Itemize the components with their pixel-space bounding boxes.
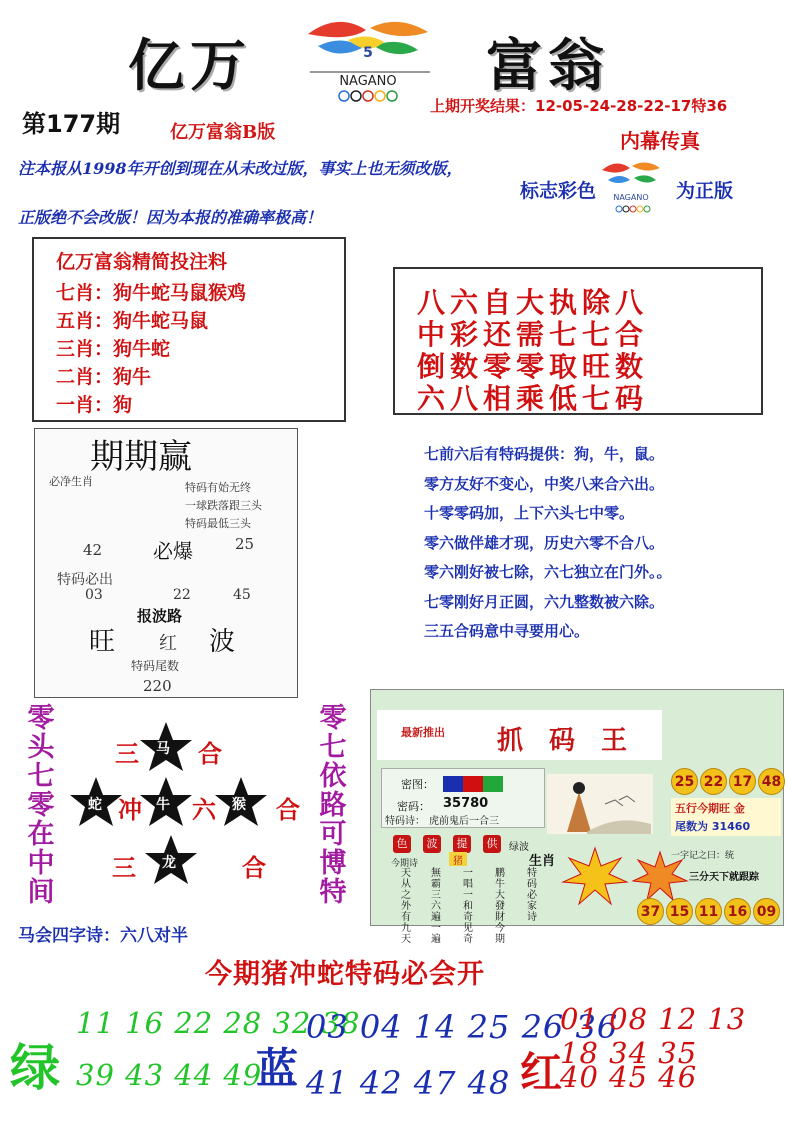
riddle-line: 八六自大执除八 — [417, 286, 649, 319]
poem-label: 今期诗 — [391, 859, 419, 869]
scan-right-num: 25 — [235, 535, 255, 553]
scan-hong: 红 — [159, 633, 177, 654]
scan-sub1: 必净生肖 — [49, 475, 93, 488]
ball-top: 25 — [671, 768, 698, 795]
riddle-line: 中彩还需七七合 — [417, 318, 649, 351]
right-vertical-text: 零 七 依 路 可 博 特 — [319, 703, 347, 908]
mini-flag-icon — [443, 774, 503, 794]
tag: 波 — [423, 835, 441, 853]
red-label: 红 — [520, 1048, 563, 1097]
logo-text: NAGANO — [339, 74, 397, 89]
tag: 色 — [393, 835, 411, 853]
scan-code-label: 特码必出 — [57, 572, 113, 588]
headline: 今期猪冲蛇特码必会开 — [205, 959, 485, 990]
scan-sub3: 一球跌落跟三头 — [185, 499, 262, 512]
ball-bottom: 16 — [724, 898, 751, 925]
ball-top: 22 — [700, 768, 727, 795]
scan-sub2: 特码有始无终 — [185, 481, 251, 494]
scan-num-1: 03 — [85, 587, 103, 603]
poem-line: 十零零码加，上下六头七中零。 — [424, 504, 635, 522]
poem-line: 零六做伴雄才现，历史六零不合八。 — [424, 533, 665, 552]
title-right: 富翁 — [486, 33, 610, 99]
blue-label: 蓝 — [256, 1044, 299, 1093]
issue-number: 第177期 — [22, 110, 121, 138]
riddle-box — [393, 267, 763, 415]
logo-label-right: 为正版 — [676, 180, 734, 202]
poem-col: 特码必家诗 — [527, 868, 537, 923]
poem-line: 七前六后有特码提供：狗，牛，鼠。 — [424, 445, 665, 463]
notice-line-2: 正版绝不会改版！因为本报的准确率极高！ — [18, 208, 323, 227]
burst-icon — [563, 848, 627, 904]
poem-line: 零六刚好被七除，六七独立在门外。。 — [424, 563, 672, 581]
code-label: 密码： — [397, 800, 430, 813]
svg-text:5: 5 — [363, 45, 373, 61]
tag: 供 — [483, 835, 501, 853]
scan-title: 期期赢 — [90, 437, 192, 477]
scan-sub4: 特码最低三头 — [185, 517, 251, 530]
ball-bottom: 09 — [753, 898, 780, 925]
poem-line: 三五合码意中寻要用心。 — [424, 622, 590, 640]
poem-block — [424, 443, 672, 650]
scan-num-3: 45 — [233, 587, 251, 603]
scanned-handwritten-card — [34, 428, 298, 698]
note-text-2: 三分天下就跟踪 — [689, 872, 759, 883]
scan-wave-label: 报波路 — [137, 607, 183, 625]
tema-label: 特码诗： — [385, 816, 425, 827]
scenery-image — [547, 774, 653, 834]
ball-bottom: 15 — [666, 898, 693, 925]
green-row-1: 11 16 22 28 32 38 — [76, 1006, 361, 1040]
zodiac-row: 五肖：狗牛蛇马鼠 — [56, 310, 209, 332]
grid-san-1: 三 — [115, 739, 139, 768]
svg-text:NAGANO: NAGANO — [613, 193, 649, 202]
zodiac-row: 三肖：狗牛蛇 — [56, 338, 171, 360]
poem-col: 鹏牛大發財今期 — [495, 868, 505, 945]
zodiac-row: 七肖：狗牛蛇马鼠猴鸡 — [56, 282, 247, 304]
small-logo — [596, 156, 666, 216]
left-vertical-text: 零 头 七 零 在 中 间 — [27, 703, 55, 908]
green-label: 绿 — [10, 1038, 60, 1097]
scan-tail-num: 220 — [143, 677, 172, 695]
poem-col: 天从之外有九天 — [401, 868, 411, 945]
ball-top: 17 — [729, 768, 756, 795]
nagano-logo — [288, 12, 448, 104]
zodiac-label: 生肖 — [529, 854, 556, 869]
scan-num-2: 22 — [173, 587, 191, 603]
poem-col: 一唱一和奇见奇 — [463, 868, 473, 945]
mahui-poem: 马会四字诗：六八对半 — [18, 926, 188, 946]
mimao-label: 密图： — [401, 778, 434, 791]
blue-row-1: 03 04 14 25 26 36 — [306, 1008, 619, 1046]
title-left: 亿万 — [128, 33, 252, 99]
grid-ma: 马 — [156, 741, 170, 757]
red-row-2: 40 45 46 — [560, 1060, 698, 1094]
ball-bottom: 37 — [637, 898, 664, 925]
grid-he-1: 合 — [198, 739, 222, 768]
riddle-line: 倒数零零取旺数 — [417, 350, 649, 383]
tema-value: 虎前鬼后一合三 — [429, 816, 499, 827]
grid-liu: 六 — [192, 795, 216, 824]
ball-top: 48 — [758, 768, 785, 795]
note-text: 一字记之曰：统 — [671, 851, 735, 861]
grid-san-2: 三 — [112, 853, 136, 882]
zodiac-box-title: 亿万富翁精简投注料 — [56, 251, 228, 273]
green-row-2: 39 43 44 49 — [76, 1058, 263, 1092]
pig-tag: 猪 — [449, 852, 467, 866]
scan-mid-label: 必爆 — [153, 539, 193, 563]
ball-bottom: 11 — [695, 898, 722, 925]
grid-he-3: 合 — [242, 853, 266, 882]
grid-he-2: 合 — [276, 795, 300, 824]
fax-label: 内幕传真 — [620, 129, 700, 153]
blue-row-2: 41 42 47 48 — [306, 1064, 511, 1102]
tag-green: 绿波 — [509, 842, 529, 853]
red-row-1: 01 08 12 13 18 34 35 — [560, 1002, 747, 1070]
scan-tail-label: 特码尾数 — [131, 659, 180, 673]
grid-chong: 冲 — [118, 795, 142, 824]
grid-long: 龙 — [162, 855, 176, 871]
grid-she: 蛇 — [88, 797, 102, 813]
edition-label: 亿万富翁B版 — [170, 122, 276, 143]
card-title: 抓码王 — [497, 726, 654, 756]
zodiac-box — [32, 237, 346, 422]
poem-line: 七零刚好月正圆，六九整数被六除。 — [424, 592, 665, 611]
last-result: 上期开奖结果：12-05-24-28-22-17特36 — [430, 97, 728, 115]
tail-text: 尾数为 31460 — [675, 820, 751, 833]
poem-col: 無霸三六遍一遍 — [431, 868, 441, 945]
wuxing-text: 五行今期旺 金 — [675, 802, 745, 815]
poem-line: 零方友好不变心，中奖八来合六出。 — [424, 474, 665, 493]
notice-line-1: 注本报从1998年开创到现在从未改过版，事实上也无须改版， — [18, 159, 463, 178]
scan-bo: 波 — [209, 627, 236, 657]
grid-niu: 牛 — [156, 797, 170, 813]
tag: 提 — [453, 835, 471, 853]
zodiac-row: 一肖：狗 — [56, 394, 133, 416]
zodiac-row: 二肖：狗牛 — [56, 366, 152, 388]
scan-wang: 旺 — [89, 627, 116, 657]
zhuamawang-card — [370, 689, 784, 945]
code-value: 35780 — [443, 796, 489, 811]
scan-left-num: 42 — [83, 541, 103, 559]
new-label: 最新推出 — [401, 726, 445, 739]
logo-label-left: 标志彩色 — [520, 180, 597, 202]
riddle-line: 六八相乘低七码 — [417, 382, 649, 415]
grid-hou: 猴 — [232, 797, 246, 813]
